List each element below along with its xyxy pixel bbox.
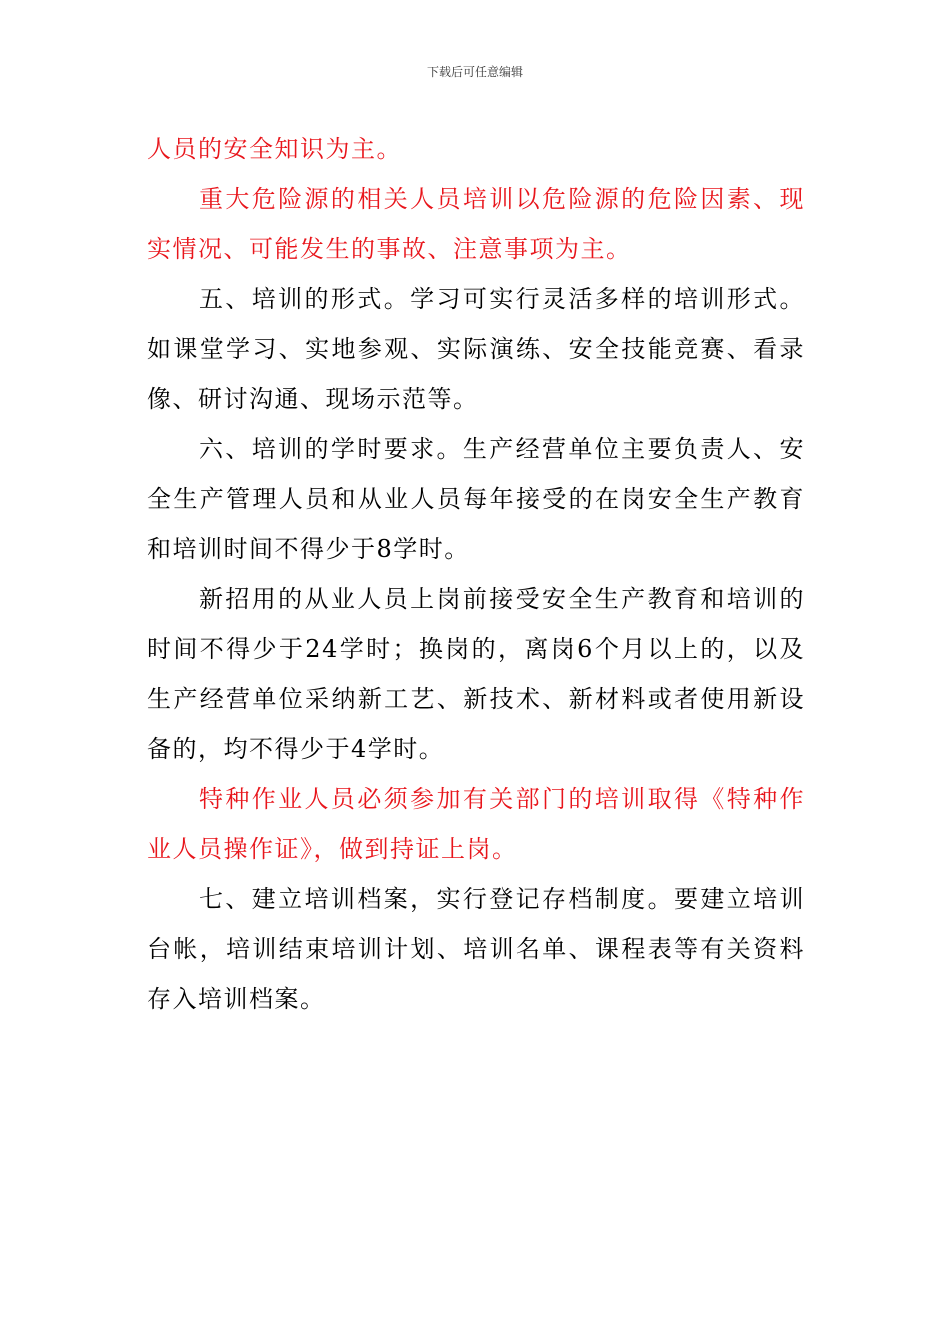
- page-header: 下载后可任意编辑: [426, 65, 523, 79]
- paragraph-training-form: 五、培训的形式。学习可实行灵活多样的培训形式。如课堂学习、实地参观、实际演练、安全技能竞赛、看录像、研讨沟通、现场示范等。: [147, 285, 805, 413]
- paragraph-training-hours: 六、培训的学时要求。生产经营单位主要负责人、安全生产管理人员和从业人员每年接受的在岗安全生产教育和培训时间不得少于8学时。: [147, 435, 805, 563]
- paragraph-special-operations: 特种作业人员必须参加有关部门的培训取得《特种作业人员操作证》，做到持证上岗。: [147, 785, 805, 863]
- paragraph-new-hire-training: 新招用的从业人员上岗前接受安全生产教育和培训的时间不得少于24学时；换岗的，离岗6个月以上的，以及生产经营单位采纳新工艺、新技术、新材料或者使用新设备的，均不得少于4学时。: [147, 585, 805, 763]
- paragraph-red-continuation: 人员的安全知识为主。: [147, 135, 402, 163]
- paragraph-training-archive: 七、建立培训档案，实行登记存档制度。要建立培训台帐，培训结束培训计划、培训名单、课程表等有关资料存入培训档案。: [147, 885, 805, 1013]
- document-body: [147, 124, 805, 1024]
- paragraph-major-hazard-training: 重大危险源的相关人员培训以危险源的危险因素、现实情况、可能发生的事故、注意事项为主。: [147, 185, 805, 263]
